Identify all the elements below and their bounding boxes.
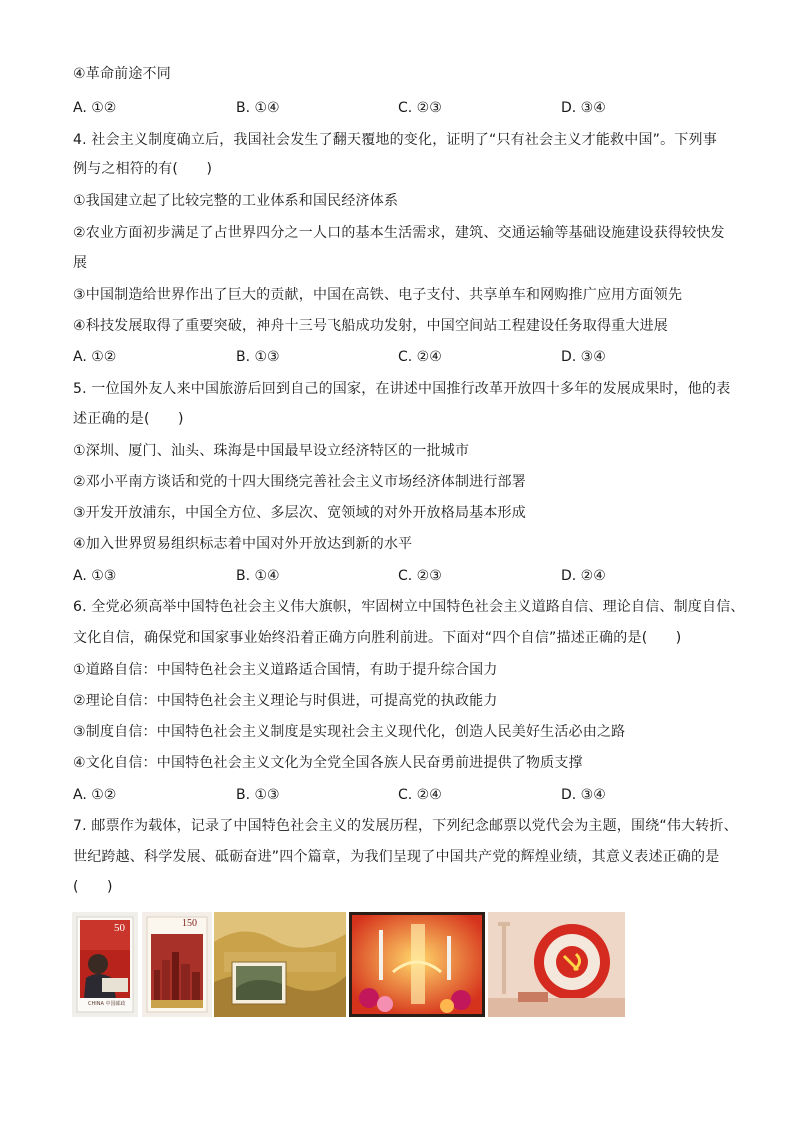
option-c: C. ②③	[398, 568, 442, 584]
question-5-stem: 5. 一位国外友人来中国旅游后回到自己的国家，在讲述中国推行改革开放四十多年的发展成果时，他的表	[73, 381, 731, 397]
answer-options-q4	[73, 347, 733, 367]
option-b: B. ①④	[236, 568, 280, 584]
stamp-century-leap	[142, 912, 212, 1017]
option-b: B. ①③	[236, 787, 280, 803]
q6-item-1: ①道路自信：中国特色社会主义道路适合国情，有助于提升综合国力	[73, 662, 498, 678]
q5-item-3: ③开发开放浦东，中国全方位、多层次、宽领域的对外开放格局基本形成	[73, 505, 526, 521]
question-4-stem: 4. 社会主义制度确立后，我国社会发生了翻天覆地的变化，证明了“只有社会主义才能救中国”。下列事	[73, 132, 717, 148]
q4-item-1: ①我国建立起了比较完整的工业体系和国民经济体系	[73, 193, 399, 209]
option-d: D. ②④	[561, 568, 606, 584]
option-b: B. ①④	[236, 100, 280, 116]
option-c: C. ②③	[398, 100, 442, 116]
option-a: A. ①②	[73, 787, 117, 803]
option-c: C. ②④	[398, 349, 442, 365]
q6-item-4: ④文化自信：中国特色社会主义文化为全党全国各族人民奋勇前进提供了物质支撑	[73, 755, 583, 771]
option-b: B. ①③	[236, 349, 280, 365]
question-6-stem: 6. 全党必须高举中国特色社会主义伟大旗帜，牢固树立中国特色社会主义道路自信、理论自信、制度自信、	[73, 599, 745, 615]
stamp-1-caption: CHINA 中国邮政	[88, 1001, 126, 1007]
option-line-4: ④革命前途不同	[73, 66, 171, 82]
option-a: A. ①③	[73, 568, 117, 584]
q4-item-4: ④科技发展取得了重要突破，神舟十三号飞船成功发射，中国空间站工程建设任务取得重大进展	[73, 318, 668, 334]
stamp-party-congress	[488, 912, 625, 1017]
q5-item-4: ④加入世界贸易组织标志着中国对外开放达到新的水平	[73, 536, 413, 552]
stamp-scientific-development	[214, 912, 346, 1017]
answer-options-q6	[73, 785, 733, 805]
question-7-stem: 7. 邮票作为载体，记录了中国特色社会主义的发展历程，下列纪念邮票以党代会为主题，围绕“伟大转折、	[73, 818, 738, 834]
q5-item-1: ①深圳、厦门、汕头、珠海是中国最早设立经济特区的一批城市	[73, 443, 470, 459]
question-4-stem-cont: 例与之相符的有( )	[73, 161, 213, 177]
q4-item-3: ③中国制造给世界作出了巨大的贡献，中国在高铁、电子支付、共享单车和网购推广应用方面领先	[73, 287, 683, 303]
question-6-stem-cont: 文化自信，确保党和国家事业始终沿着正确方向胜利前进。下面对“四个自信”描述正确的是( )	[73, 630, 682, 646]
question-7-stem-cont: 世纪跨越、科学发展、砥砺奋进”四个篇章，为我们呈现了中国共产党的辉煌业绩，其意义表述正确的是	[73, 849, 720, 865]
stamp-2-value: 150	[182, 918, 197, 929]
option-d: D. ③④	[561, 787, 606, 803]
q6-item-3: ③制度自信：中国特色社会主义制度是实现社会主义现代化，创造人民美好生活必由之路	[73, 724, 626, 740]
q5-item-2: ②邓小平南方谈话和党的十四大围绕完善社会主义市场经济体制进行部署	[73, 474, 526, 490]
stamp-forge-ahead	[349, 912, 485, 1017]
q4-item-2: ②农业方面初步满足了占世界四分之一人口的基本生活需求，建筑、交通运输等基础设施建设获得较快发	[73, 225, 725, 241]
option-d: D. ③④	[561, 349, 606, 365]
stamp-images	[72, 912, 632, 1020]
answer-options-q3	[73, 98, 733, 118]
stamp-great-turn	[72, 912, 138, 1017]
q4-item-2-cont: 展	[73, 255, 88, 271]
answer-options-q5	[73, 566, 733, 586]
option-c: C. ②④	[398, 787, 442, 803]
option-a: A. ①②	[73, 100, 117, 116]
question-5-stem-cont: 述正确的是( )	[73, 411, 184, 427]
stamp-1-value: 50	[114, 922, 125, 934]
question-7-stem-paren: ( )	[73, 879, 113, 895]
option-d: D. ③④	[561, 100, 606, 116]
q6-item-2: ②理论自信：中国特色社会主义理论与时俱进，可提高党的执政能力	[73, 693, 498, 709]
option-a: A. ①②	[73, 349, 117, 365]
